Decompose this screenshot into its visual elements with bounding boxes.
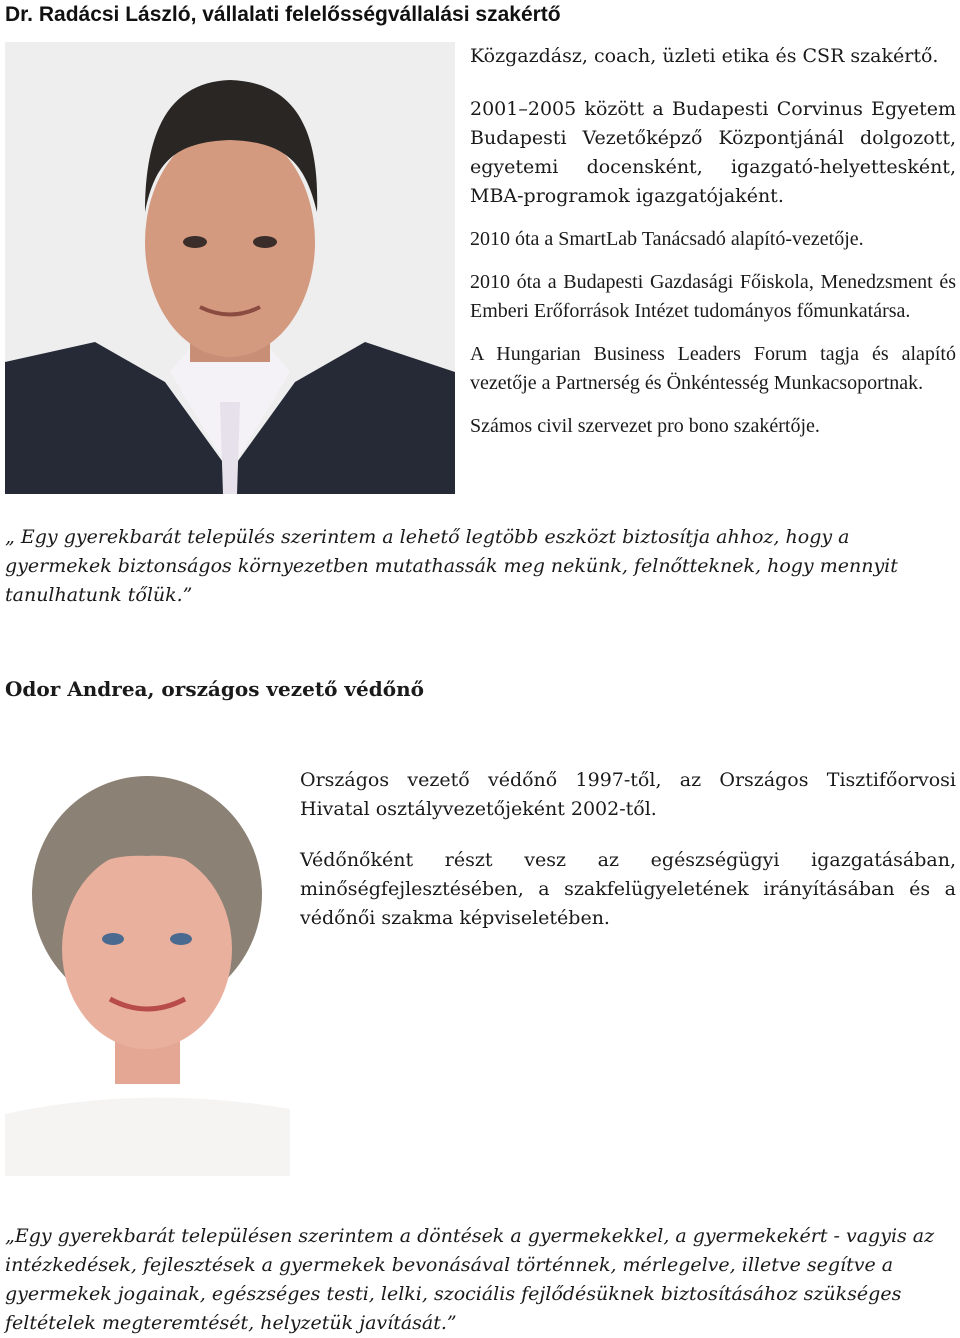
bio-radacsi-line: Közgazdász, coach, üzleti etika és CSR szakértő. xyxy=(470,45,939,67)
bio-radacsi-line: Számos civil szervezet pro bono szakértője. xyxy=(470,415,820,437)
portrait-photo-odor xyxy=(5,764,290,1176)
quote-odor: „Egy gyerekbarát településen szerintem a döntések a gyermekekkel, a gyermekekért - vagyis az intézkedések, fejlesztések a gyermekek bevonásával történnek, mérlegelve, illetve segítve a gyermekek jogainak, egészséges testi, lelki, szociális fejlődésüknek biztosításához szükséges feltételek megteremtését, helyzetük javítását.” xyxy=(5,1225,935,1334)
bio-odor xyxy=(300,766,956,933)
bio-radacsi-line: 2010 óta a SmartLab Tanácsadó alapító-vezetője. xyxy=(470,228,864,250)
quote-radacsi: „ Egy gyerekbarát település szerintem a lehető legtöbb eszközt biztosítja ahhoz, hogy a gyermekek biztonságos környezetben mutathassák meg nekünk, felnőtteknek, hogy mennyit tanulhatunk tőlük.” xyxy=(5,526,898,606)
bio-radacsi-line: 2010 óta a Budapesti Gazdasági Főiskola, Menedzsment és Emberi Erőforrások Intézet tudományos főmunkatársa. xyxy=(470,271,956,322)
bio-radacsi-line: 2001–2005 között a Budapesti Corvinus Egyetem Budapesti Vezetőképző Központjánál dolgozott, egyetemi docensként, igazgató-helyettesként, MBA-programok igazgatójaként. xyxy=(470,98,956,207)
bio-odor-line: Védőnőként részt vesz az egészségügyi igazgatásában, minőségfejlesztésében, a szakfelügyeletének irányításában és a védőnői szakma képviseletében. xyxy=(300,849,956,929)
bio-radacsi-line: A Hungarian Business Leaders Forum tagja és alapító vezetője a Partnerség és Önkéntesség Munkacsoportnak. xyxy=(470,343,956,394)
bio-odor-line: Országos vezető védőnő 1997-től, az Országos Tisztifőorvosi Hivatal osztályvezetőjeként 2002-től. xyxy=(300,769,956,820)
bio-radacsi xyxy=(470,42,956,441)
portrait-photo-radacsi xyxy=(5,42,455,494)
heading-odor: Odor Andrea, országos vezető védőnő xyxy=(5,677,424,701)
heading-radacsi: Dr. Radácsi László, vállalati felelősségvállalási szakértő xyxy=(5,3,561,26)
